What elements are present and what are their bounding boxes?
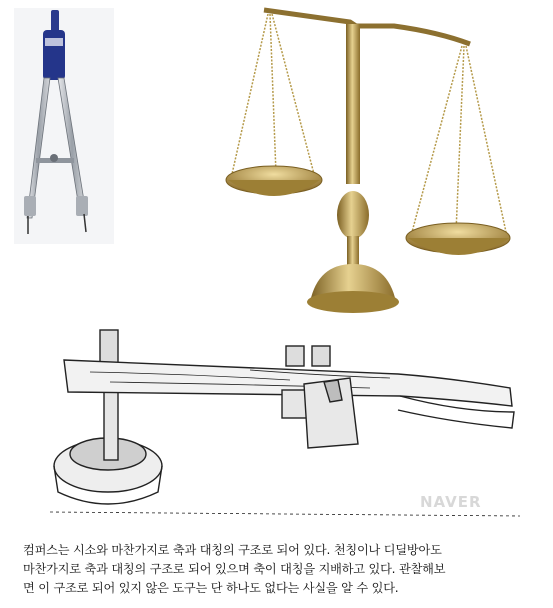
caption [23,541,548,598]
compass-handle [51,10,59,32]
caption-line-2: 마찬가지로 축과 대칭의 구조로 되어 있으며 축이 대칭을 지배하고 있다. 관찰해보 [23,562,446,576]
caption-line-1: 컴퍼스는 시소와 마찬가지로 축과 대칭의 구조로 되어 있다. 천칭이나 디딜방아도 [23,543,442,557]
watermark: NAVER [420,493,482,511]
balance-scale-image [218,2,520,322]
balance-beam [264,10,470,44]
compass-image [14,8,114,244]
caption-line-3: 면 이 구조로 되어 있지 않은 도구는 단 하나도 없다는 사실을 알 수 있다. [23,581,399,595]
balance-column [346,24,360,184]
balance-base [307,291,399,313]
pestle [104,384,118,460]
